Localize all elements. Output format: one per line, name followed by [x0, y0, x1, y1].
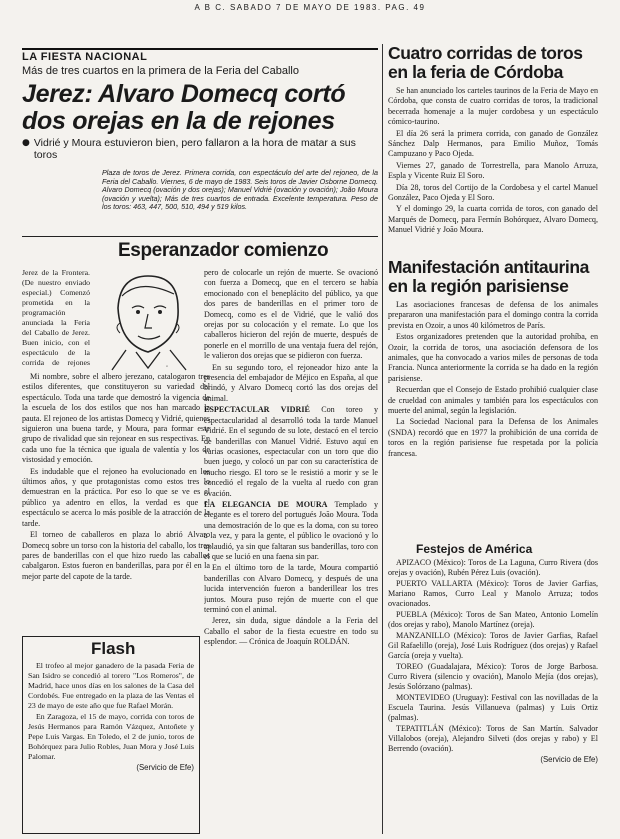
- article-paragraph: [204, 405, 378, 499]
- festejos-item: TEPATITLÁN (México): Toros de San Martín. Salvador Villalobos (oreja), Alejandro Silveti (dos orejas y rabo) y El Berrendo (ovación).: [388, 724, 598, 753]
- article-col1: [22, 372, 210, 634]
- festejos-title: Festejos de América: [416, 542, 533, 556]
- divider: [22, 236, 378, 237]
- flash-title: Flash: [91, 639, 136, 658]
- subheading: ESPECTACULAR VIDRIÉ: [204, 405, 310, 415]
- flash-item: El trofeo al mejor ganadero de la pasada Feria de San Isidro se concedió al torero "Los Romeros", de Madrid, hace unos días en los salones de la Casa del Cordobés. Fue entregado en la plaza de las Ventas el 23 de mayo de este año que fue Rafael Morán.: [28, 661, 194, 710]
- article-paragraph: El torneo de caballeros en plaza lo abrió Alvaro Domecq sobre un torso con la historia del caballo, los tres pares de banderillas con el que hizo ruedo las caballos cabalgaron. Estos fueron en banderillas, para por él en la mejor parte del capote de la tarde.: [22, 530, 210, 581]
- subhead: Vidrié y Moura estuvieron bien, pero fallaron a la hora de matar a sus toros: [33, 137, 356, 161]
- article-col2: [204, 268, 378, 836]
- results-caption: Plaza de toros de Jerez. Primera corrida, con espectáculo del arte del rejoneo, de la Feria del Caballo. Viernes, 6 de mayo de 1983. Seis toros de Javier Osborne Domecq. Alvaro Domecq (ovación y dos orejas); Manuel Vidrié (ovación y ovación); João Moura (ovación y vuelta); Más de tres cuartos de entrada. Excelente temperatura. Peso de los toros: 463, 447, 500, 510, 494 y 519 kilos.: [102, 168, 378, 212]
- cordoba-title: Cuatro corridas de toros en la feria de Córdoba: [388, 44, 583, 82]
- manif-paragraph: Estos organizadores pretenden que la autoridad prohíba, en Ozoir, la corrida de toros, una asociación defensora de los animales, que ha convocado a varios miles de personas de toda Francia. Nunca anteriormente la corrida se ha dado en la región parisiense.: [388, 332, 598, 383]
- manif-title: Manifestación antitaurina en la región parisiense: [388, 258, 590, 296]
- festejos-item: MONTEVIDEO (Uruguay): Festival con las novilladas de la Escuela Taurina. Jesús Villanueva (palmas) y Luis Ortiz (palmas).: [388, 693, 598, 722]
- cordoba-intro: Se han anunciado los carteles taurinos de la Feria de Mayo en Córdoba, que consta de cuatro corridas de toros, la tradicional becerrada homenaje a la mujer cordobesa y un espectáculo cómico-taurino.: [388, 86, 598, 127]
- manif-paragraph: Recuerdan que el Consejo de Estado prohibió cualquier clase de crueldad con animales y también para los espectáculos con muerte del animal, según la legislación.: [388, 385, 598, 416]
- manif-paragraph: Las asociaciones francesas de defensa de los animales prepararon una manifestación para el domingo contra la corrida prevista en Ozoir, a unos 40 kilómetros de París.: [388, 300, 598, 330]
- article-col1-top: [22, 268, 90, 368]
- portrait-drawing: [90, 268, 202, 373]
- manif-story: [388, 258, 598, 538]
- cordoba-story: [388, 44, 598, 254]
- article-paragraph: [204, 500, 378, 562]
- article-paragraph: En su segundo toro, el rejoneador hizo ante la presencia del embajador de Méjico en España, al que brindó, y Alvaro Domecq cortó las dos orejas del animal.: [204, 362, 378, 403]
- flash-item: En Zaragoza, el 15 de mayo, corrida con toros de Jesús Hermanos para Ramón Vázquez, Antoñete y Pepe Luis Vargas. En Toledo, el 2 de junio, toros de Bohórquez para Julio Robles, Juan Mora y José Luis Palomar.: [28, 712, 194, 761]
- article-paragraph: Es indudable que el rejoneo ha evolucionado en los últimos años, y que protagonistas como estos tres lo demuestran en la práctica. Por eso lo que se ve es el público ya adentro en ellos, la verdad es que el espectáculo se acerca lo más posible de la atracción de la tarde.: [22, 466, 210, 528]
- article-paragraph: Jerez de la Frontera. (De nuestro enviado especial.) Comenzó prometida en la programación anunciada la Feria del Caballo de Jerez. Buen inicio, con el espectáculo de la corrida de rejones: [22, 268, 90, 367]
- article-title: Esperanzador comienzo: [118, 240, 329, 261]
- article-paragraph: pero de colocarle un rejón de muerte. Se ovacionó con fuerza a Domecq, que en el tercero se había emocionado con el beneplácito del público, ya que dos pares de banderillas en el primer toro de Domecq, como es el de Vidrié, que le valió dos orejas por su colocación y el remate. Lo que los caballeros hicieron del rejón de muerte, después de ponerle en el morrillo de una ventaja fuera del rejón, le valieron dos orejas que se pidieron con fuerza.: [204, 268, 378, 361]
- festejos-item: TOREO (Guadalajara, México): Toros de Jorge Barbosa. Curro Rivera (silencio y ovación), Manolo Mejía (dos orejas), Jesús Solórzano (palmas).: [388, 662, 598, 691]
- article-text: Templado y elegante es el torero del portugués João Moura. Toda una demostración de lo que es la doma, con su toreo a la vez, y para la gente, el público le ovacionó y lo aplaudió, ya sin que faltaran sus banderillas, toro con el que se lució en una faena sin par.: [204, 499, 378, 561]
- svg-text:◦: ◦: [166, 364, 169, 370]
- article-paragraph: En el último toro de la tarde, Moura compartió banderillas con Alvaro Domecq, y después de una lucida intervención fueron a banderillear los tres juntos. Moura puso rejón de muerte con el que terminó con el animal.: [204, 563, 378, 614]
- cordoba-item: Y el domingo 29, la cuarta corrida de toros, con ganado del Marqués de Domecq, para Fermín Bohórquez, Alvaro Domecq, Manuel Vidrié y João Moura.: [388, 204, 598, 235]
- cordoba-item: Viernes 27, ganado de Torrestrella, para Manolo Arruza, Espla y Vicente Ruiz El Soro.: [388, 160, 598, 181]
- manif-paragraph: La Sociedad Nacional para la Defensa de los Animales (SNDA) recordó que en 1977 la prohibición de una corrida de toros en la región parisiense fue respetada por la policía francesa.: [388, 417, 598, 458]
- article-paragraph: Mi nombre, sobre el albero jerezano, catalogaron tres estilos diferentes, que constituyeron su variedad del espectáculo. Toda una tarde que demostró la vigencia de la escuela de los dos estilos que nos han marcado la pauta. El rejoneo de los artistas Domecq y Vidrié, quienes siguieron una buena tarde, y Moura, para formar este grupo de rivalidad que sin rejonear en sus respectivas. En cada uno fue la técnica que iguala de valentía y los de vistosidad y emoción.: [22, 372, 210, 465]
- subheading: LA ELEGANCIA DE MOURA: [204, 499, 328, 509]
- festejos-item: PUEBLA (México): Toros de San Mateo, Antonio Lomelín (dos orejas y rabo), Manolo Martínez (oreja).: [388, 610, 598, 629]
- festejos-item: MANZANILLO (México): Toros de Javier Garfias, Rafael Gil Rafaelillo (oreja), José Luis Rodríguez (dos orejas) y Rafael García (oreja y vuelta).: [388, 631, 598, 660]
- flash-box: [22, 636, 200, 834]
- kicker: Más de tres cuartos en la primera de la Feria del Caballo: [22, 65, 299, 77]
- festejos-item: APIZACO (México): Toros de La Laguna, Curro Rivera (dos orejas y ovación), Rubén Pérez Luis (ovación).: [388, 558, 598, 577]
- column-rule: [382, 44, 383, 834]
- cordoba-item: Día 28, toros del Cortijo de la Cordobesa y el cartel Manuel González, Paco Ojeda y El Soro.: [388, 182, 598, 203]
- headline: Jerez: Alvaro Domecq cortó dos orejas en la de rejones: [22, 80, 346, 135]
- subhead-row: [22, 137, 378, 161]
- bullet-icon: ●: [22, 138, 30, 148]
- flash-credit: (Servicio de Efe): [136, 763, 194, 772]
- festejos-story: [388, 542, 598, 834]
- festejos-credit: (Servicio de Efe): [540, 755, 598, 764]
- main-story: [22, 48, 378, 236]
- section-label: LA FIESTA NACIONAL: [22, 48, 378, 63]
- festejos-item: PUERTO VALLARTA (México): Toros de Javier Garfias, Mariano Ramos, Curro Leal y Manolo Arruza; todos ovacionados.: [388, 579, 598, 608]
- article-text: Con toreo y espectacularidad al desarrolló toda la tarde Manuel Vidrié. En el segundo de su lote, destacó en el tercio de banderillas con Manuel Vidrié. Estuvo aquí en varias ocasiones, espectacular con un toro que dio buen juego, y colocó un par con su característica de mucho riesgo. El toro se le resistió a morir y se le concedió el regalo de la vuelta al ruedo con gran ovación.: [204, 405, 378, 498]
- page-header: A B C. SABADO 7 DE MAYO DE 1983. PAG. 49: [194, 3, 426, 12]
- article-paragraph: Jerez, sin duda, sigue dándole a la Feria del Caballo el sabor de la fiesta ecuestre en todo su esplendor. — Crónica de Joaquín ROLDÁN.: [204, 616, 378, 647]
- cordoba-item: El día 26 será la primera corrida, con ganado de González Sánchez Dalp Hermanos, para Emilio Muñoz, Tomás Campuzano y Paco Ojeda.: [388, 128, 598, 159]
